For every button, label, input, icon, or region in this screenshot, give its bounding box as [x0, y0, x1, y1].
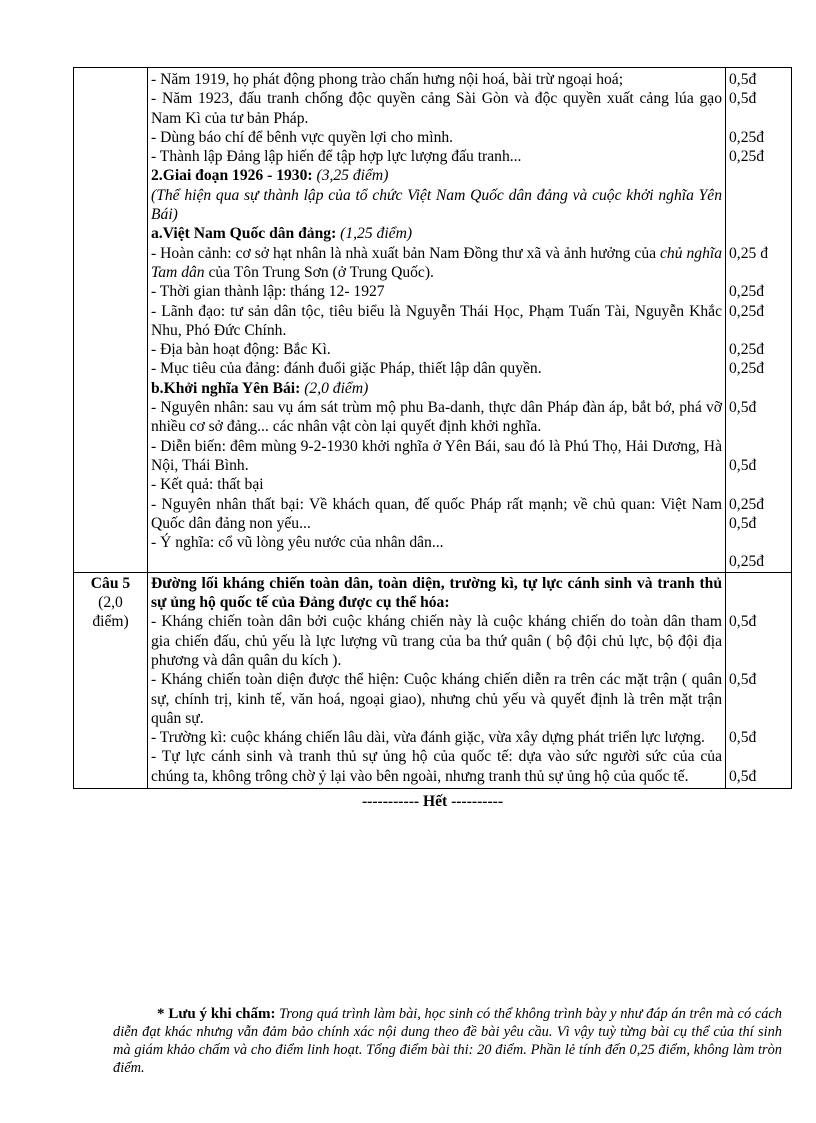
answer-line: - Ý nghĩa: cổ vũ lòng yêu nước của nhân dân... — [151, 534, 444, 552]
question-5-heading: Đường lối kháng chiến toàn dân, toàn diện, trường kì, tự lực cánh sinh và tranh thủ sự ủng hộ quốc tế của Đảng được cụ thể hóa: — [151, 574, 722, 612]
answer-line: - Nguyên nhân: sau vụ ám sát trùm mộ phu Ba-danh, thực dân Pháp đàn áp, bắt bớ, phá vỡ nhiều cơ sở đảng... các nhân vật còn lại quyết định khởi nghĩa. — [151, 399, 722, 436]
points-value: 0,25đ — [729, 341, 765, 359]
answer-line: - Nguyên nhân thất bại: Về khách quan, đế quốc Pháp rất mạnh; về chủ quan: Việt Nam Quốc dân đảng non yếu... — [151, 495, 722, 532]
stage-2-heading: 2.Giai đoạn 1926 - 1930: (3,25 điểm) — [151, 167, 389, 185]
section-b-heading: b.Khởi nghĩa Yên Bái: (2,0 điểm) — [151, 379, 369, 397]
question-5-row — [74, 572, 792, 788]
points-value: 0,5đ — [729, 71, 757, 88]
answer-line: - Thành lập Đảng lập hiến để tập hợp lực lượng đấu tranh... — [151, 148, 522, 166]
grading-note-heading: * Lưu ý khi chấm: — [157, 1006, 276, 1022]
points-value: 0,5đ — [729, 456, 757, 474]
question-label: Câu 5 — [90, 574, 131, 592]
points-value: 0,25đ — [729, 360, 765, 378]
answer-line: - Trường kì: cuộc kháng chiến lâu dài, vừa đánh giặc, vừa xây dựng phát triển lực lượng. — [151, 729, 705, 747]
points-value: 0,5đ — [729, 90, 757, 108]
answer-line: - Dùng báo chí để bênh vực quyền lợi cho mình. — [151, 128, 454, 146]
points-value: 0,25đ — [729, 148, 765, 166]
question-4-row — [74, 68, 792, 573]
grading-table — [73, 67, 792, 789]
points-value: 0,5đ — [729, 514, 757, 532]
question-score-unit: điểm) — [92, 613, 129, 631]
question-5-content-cell — [148, 572, 726, 788]
answer-line: - Kháng chiến toàn diện được thể hiện: Cuộc kháng chiến diễn ra trên các mặt trận ( quân sự, chính trị, kinh tế, văn hoá, ngoại giao), nhưng chủ yếu và quyết định là trên mặt trận quân sự. — [151, 671, 722, 727]
points-value: 0,25đ — [729, 128, 765, 146]
question-5-label-cell — [74, 572, 148, 788]
question-5-points-cell — [726, 572, 792, 788]
points-value: 0,25đ — [729, 553, 765, 571]
points-value: 0,25đ — [729, 283, 765, 301]
question-4-content-cell — [148, 68, 726, 573]
answer-line: - Lãnh đạo: tư sản dân tộc, tiêu biểu là Nguyễn Thái Học, Phạm Tuấn Tài, Nguyễn Khắc Nhu, Phó Đức Chính. — [151, 302, 722, 339]
answer-line: - Kháng chiến toàn dân bởi cuộc kháng chiến này là cuộc kháng chiến do toàn dân tham gia chiến đấu, chủ yếu là lực lượng vũ trang của ba thứ quân ( bộ đội chủ lực, bộ đội địa phương và dân quân du kích ). — [151, 613, 722, 669]
grading-note-text — [113, 1005, 782, 1077]
points-value: 0,5đ — [729, 729, 757, 747]
end-marker: ----------- Hết ---------- — [361, 792, 504, 810]
answer-line: - Thời gian thành lập: tháng 12- 1927 — [151, 283, 385, 301]
points-value: 0,25 đ — [729, 244, 768, 262]
answer-line: - Kết quả: thất bại — [151, 476, 264, 494]
grading-note-body: Trong quá trình làm bài, học sinh có thể không trình bày y như đáp án trên mà có cách diễn đạt khác nhưng vẫn đảm bảo chính xác nội dung theo đề bài yêu cầu. Vì vậy tuỳ từng bài cụ thể của thí sinh mà giám khảo chấm và cho điểm linh hoạt. Tổng điểm bài thi: 20 điểm. Phần lẻ tính đến 0,25 điểm, không làm tròn điểm. — [113, 1006, 782, 1076]
answer-line: - Mục tiêu của đảng: đánh đuổi giặc Pháp, thiết lập dân quyền. — [151, 360, 542, 378]
points-value: 0,5đ — [729, 767, 757, 785]
answer-line: - Tự lực cánh sinh và tranh thủ sự ủng hộ của quốc tế: dựa vào sức người sức của của chúng ta, không trông chờ ỷ lại vào bên ngoài, nhưng tranh thủ sự ủng hộ của quốc tế. — [151, 748, 722, 785]
answer-line: - Diễn biến: đêm mùng 9-2-1930 khởi nghĩa ở Yên Bái, sau đó là Phú Thọ, Hải Dương, Hà Nội, Thái Bình. — [151, 437, 722, 474]
stage-2-note: (Thể hiện qua sự thành lập của tổ chức Việt Nam Quốc dân đảng và cuộc khởi nghĩa Yên Bái) — [151, 186, 722, 224]
points-value: 0,5đ — [729, 613, 757, 631]
answer-sheet — [73, 67, 792, 811]
question-4-label-cell — [74, 68, 148, 573]
question-4-points-cell — [726, 68, 792, 573]
section-a-heading: a.Việt Nam Quốc dân đảng: (1,25 điểm) — [151, 225, 413, 243]
answer-line: - Địa bàn hoạt động: Bắc Kì. — [151, 341, 331, 359]
answer-line: - Hoàn cảnh: cơ sở hạt nhân là nhà xuất bản Nam Đồng thư xã và ảnh hưởng của chủ nghĩa Tam dân của Tôn Trung Sơn (ở Trung Quốc). — [151, 244, 723, 281]
points-value: 0,5đ — [729, 671, 757, 689]
points-value: 0,25đ — [729, 302, 765, 320]
question-score: (2,0 — [98, 594, 123, 612]
answer-line: - Năm 1923, đấu tranh chống độc quyền cảng Sài Gòn và độc quyền xuất cảng lúa gạo Nam Kì của tư bản Pháp. — [151, 90, 722, 127]
grading-note — [73, 1005, 792, 1077]
points-value: 0,5đ — [729, 399, 757, 417]
answer-line: - Năm 1919, họ phát động phong trào chấn hưng nội hoá, bài trừ ngoại hoá; — [151, 71, 624, 88]
points-value: 0,25đ — [729, 495, 765, 513]
